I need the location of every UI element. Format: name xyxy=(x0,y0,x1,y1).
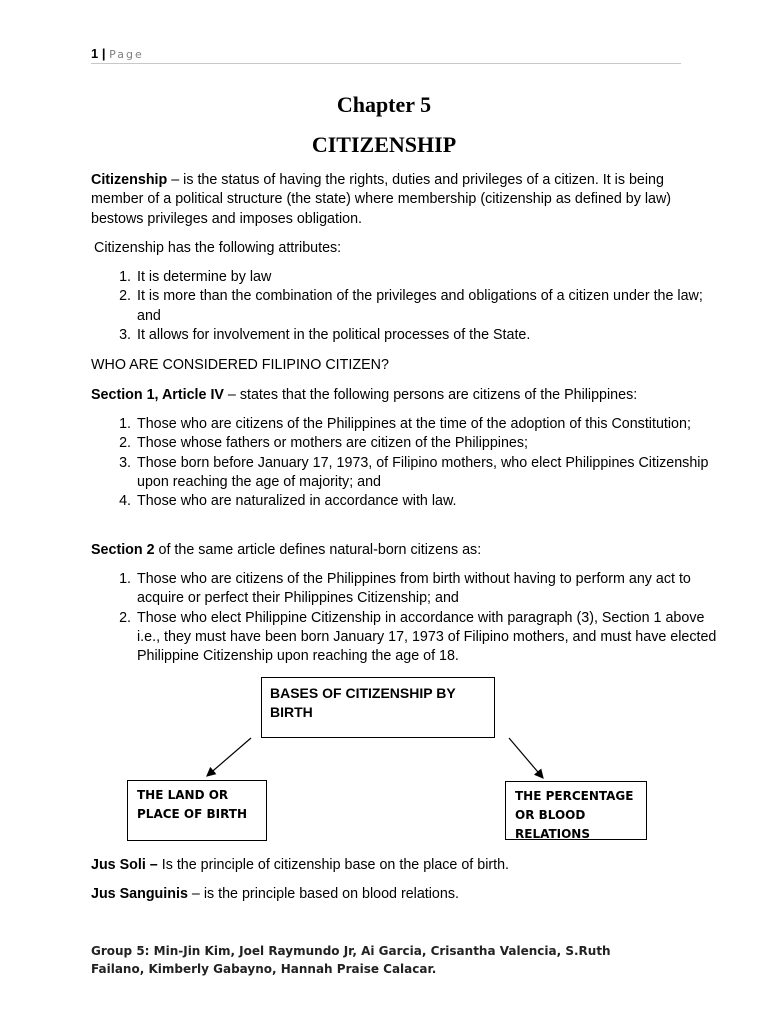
definition-term: Citizenship xyxy=(91,172,168,188)
group-footer: Group 5: Min-Jin Kim, Joel Raymundo Jr, Ai Garcia, Crisantha Valencia, S.Ruth Failano, Kimberly Gabayno, Hannah Praise Calacar. xyxy=(91,944,611,976)
arrow-left xyxy=(207,738,251,776)
jus-sanguinis-text: – is the principle based on blood relations. xyxy=(187,886,459,902)
attributes-intro: Citizenship has the following attributes: xyxy=(94,240,342,256)
arrow-right xyxy=(509,738,543,778)
list-item: 1. Those who are citizens of the Philippines from birth without having to perform any act to acquire or perfect their Philippines Citizenship; and xyxy=(135,570,725,609)
jus-soli-text: Is the principle of citizenship base on the place of birth. xyxy=(157,857,510,873)
list-item: 2. Those whose fathers or mothers are citizen of the Philippines; xyxy=(135,434,725,453)
jus-sanguinis-term: Jus Sanguinis xyxy=(91,886,188,902)
jus-sanguinis xyxy=(91,885,681,904)
section2-term: Section 2 xyxy=(91,542,155,558)
section1-term: Section 1, Article IV xyxy=(91,387,224,403)
list-item: 1. It is determine by law xyxy=(135,268,725,287)
jus-soli xyxy=(91,856,681,875)
section2-text: of the same article defines natural-born citizens as: xyxy=(154,542,482,558)
page-word: Page xyxy=(109,48,144,61)
list-item: 3. It allows for involvement in the political processes of the State. xyxy=(135,326,725,345)
list-item: 2. Those who elect Philippine Citizenship in accordance with paragraph (3), Section 1 above i.e., they must have been born January 17, 1973 of Filipino mothers, and must have elected Philippine Citizenship upon reaching the age of 18. xyxy=(135,609,725,667)
land-box: THE LAND OR PLACE OF BIRTH xyxy=(127,780,267,841)
list-item: 2. It is more than the combination of the privileges and obligations of a citizen under the law; and xyxy=(135,287,725,326)
bases-box: BASES OF CITIZENSHIP BY BIRTH xyxy=(261,677,495,738)
page-number: 1 xyxy=(91,46,99,61)
question-heading: WHO ARE CONSIDERED FILIPINO CITIZEN? xyxy=(91,357,389,373)
chapter-title: CITIZENSHIP xyxy=(311,132,457,157)
definition-text: – is the status of having the rights, duties and privileges of a citizen. It is being member of a political structure (the state) where membership (citizenship as defined by law) bestows privileges and imposes obligation. xyxy=(91,172,672,227)
list-item: 4. Those who are naturalized in accordance with law. xyxy=(135,492,725,511)
section1-text: – states that the following persons are citizens of the Philippines: xyxy=(223,387,638,403)
jus-soli-term: Jus Soli – xyxy=(91,857,158,873)
blood-box: THE PERCENTAGE OR BLOOD RELATIONS xyxy=(505,781,647,840)
page-separator: | xyxy=(98,46,110,61)
list-item: 3. Those born before January 17, 1973, of Filipino mothers, who elect Philippines Citizenship upon reaching the age of majority; and xyxy=(135,454,725,493)
chapter-heading: Chapter 5 xyxy=(336,92,432,117)
list-item: 1. Those who are citizens of the Philippines at the time of the adoption of this Constitution; xyxy=(135,415,725,434)
